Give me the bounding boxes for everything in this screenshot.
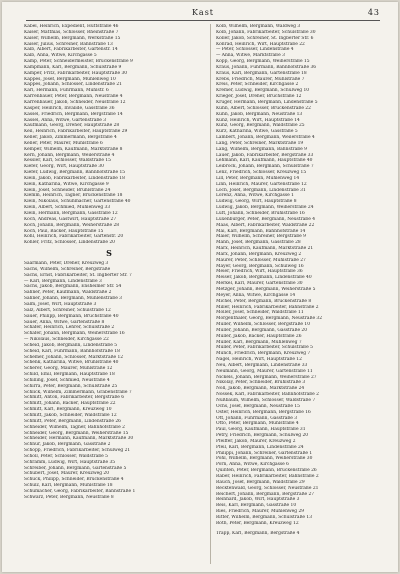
directory-entry: Klein, Nikolaus, Schuhmacher, Gartenstraße 40 — [24, 199, 131, 205]
directory-entry: Schreiber, Johann, Bergmann, Gartenstraße 5 — [24, 465, 127, 471]
directory-entry: — Nikolaus, Schneider, Kirchgasse 22 — [24, 337, 109, 343]
header-rule — [26, 20, 380, 21]
right-column — [216, 24, 388, 536]
directory-entry: Schirra, Peter, Bergmann, Schulstraße 25 — [24, 383, 118, 389]
directory-entry: Lang, Wilhelm, Bergmann, Bahnstraße 9 — [216, 146, 307, 152]
directory-entry: Kopp, Georg, Bergmann, Weiherstraße 15 — [216, 59, 310, 65]
directory-entry: Schulz, Karl, Bergmann, Mühlstraße 18 — [24, 483, 113, 489]
directory-entry: Schöpp, Friedrich, Fabrikarbeiter, Schulweg 21 — [24, 448, 131, 454]
directory-entry: Klein, Jakob, Fabrikarbeiter, Lindenstraße 18 — [24, 175, 125, 181]
directory-entry: Kamp, Peter, Schneidermeister, Brückenstraße 9 — [24, 59, 133, 65]
directory-entry: Schilling, Josef, Schmied, Neustraße 4 — [24, 377, 110, 383]
directory-entry: Schild, Emil, Bergmann, Hauptstraße 18 — [24, 372, 115, 378]
directory-entry: Klein, Josef, Schneider, Brühlstraße 24 — [24, 187, 111, 193]
directory-entry: Marx, Heinrich, Kaufmann, Marktstraße 21 — [216, 246, 314, 252]
directory-entry: — Karl, Bergmann, Lindenstraße 3 — [24, 278, 102, 284]
directory-entry: Schäfer, Johann, Bergmann, Weiherstraße 16 — [24, 331, 125, 337]
directory-entry: Leibrock, Johann, Bergmann, Schulstraße 7 — [216, 164, 314, 170]
directory-entry: Luft, Johann, Schneider, Brühlstraße 16 — [216, 211, 305, 216]
directory-entry: Kohler, Fritz, Schlosser, Lindenstraße 20 — [24, 240, 115, 246]
directory-entry: Mann, Josef, Bergmann, Gasstraße 28 — [216, 240, 301, 246]
directory-entry: Noll, Jakob, Bergmann, Marktstraße 24 — [216, 386, 305, 392]
directory-entry: Maier, Wilhelm, Schreiner, Bergstraße 9 — [216, 234, 306, 240]
directory-entry: Luxenburger, Peter, Bergmann, Neustraße 4 — [216, 216, 316, 222]
directory-entry: Nikolay, Peter, Schneider, Brühlstraße 3 — [216, 380, 306, 386]
directory-entry: Quinten, Peter, Bergmann, Brückenstraße 26 — [216, 468, 317, 474]
directory-entry: Möller, Josef, Schneider, Waldstraße 11 — [216, 310, 304, 316]
directory-entry: Kiefer, Ludwig, Bergmann, Bahnhofstraße 15 — [24, 170, 126, 176]
directory-entry: Klein, Hermann, Bergmann, Gasstraße 12 — [24, 211, 118, 216]
directory-entry: Lambert, Johann, Bergmann, Weilerstraße 4 — [216, 135, 315, 141]
directory-entry: Otto, Peter, Bergmann, Mühlstraße 4 — [216, 421, 299, 427]
directory-entry: — Peter, Schlosser, Lindenstraße 4 — [216, 47, 294, 53]
directory-entry: Schmitt, Peter, Bergmann, Lindenstraße 26 — [24, 418, 121, 424]
directory-entry: Nickels, Johann, Bergmann, Weiherstraße 27 — [216, 374, 317, 380]
directory-entry: Klemm, Heinrich, Tagner, Brückenstraße 18 — [24, 193, 123, 199]
directory-entry: Petry, Friedrich, Bergmann, Schulweg 20 — [216, 433, 309, 439]
directory-entry: Konrad, Heinrich, Wirt, Hauptstraße 22 — [216, 41, 305, 47]
directory-entry: Kunz, Heinrich, Wirt, Hauptstraße 14 — [216, 117, 300, 123]
directory-entry: Schneider, Hermann, Kaufmann, Marktstraße 30 — [24, 436, 134, 442]
directory-entry: Kasper, Heinrich, Invalide, Gasstraße 36 — [24, 105, 115, 111]
directory-entry: Roth, Peter, Bergmann, Kreuzweg 12 — [216, 520, 299, 526]
directory-entry: Schmitt, Anton, Fabrikarbeiter, Bergstraße 6 — [24, 395, 125, 401]
directory-entry: Krüger, Hermann, Bergmann, Lindenstraße 5 — [216, 99, 318, 105]
directory-entry: Sauer, Philipp, Bergmann, Bruchstraße 40 — [24, 313, 119, 319]
directory-entry: Reinhard, Jakob, Wirt, Hauptstraße 3 — [216, 497, 300, 503]
directory-entry: Schmitt, Karl, Bergmann, Kreuzweg 10 — [24, 407, 112, 413]
directory-entry: Philippi, Johann, Schreiner, Gartenstraße 1 — [216, 450, 313, 456]
directory-entry: Michel, Peter, Bergmann, Brückenstraße 8 — [216, 298, 312, 304]
directory-entry: Pfeil, Karl, Bergmann, Lindenstraße 24 — [216, 444, 304, 450]
directory-entry: Neu, Albert, Bergmann, Lindenstraße 33 — [216, 362, 308, 368]
directory-entry: Ries, Friedrich, Maurer, Mühlenweg 29 — [216, 509, 305, 515]
directory-entry: Maas, Albert, Fabrikarbeiter, Waldstraße 22 — [216, 222, 315, 228]
directory-entry: Karrenbauer, Peter, Bergmann, Neustraße 4 — [24, 94, 123, 100]
directory-entry: Rauch, Josef, Bergmann, Waldstraße 29 — [216, 479, 305, 485]
directory-entry: Lorenz, Anna, Witwe, Kirchgasse 1 — [216, 193, 294, 199]
directory-entry: Nossek, Karl, Fabrikarbeiter, Bahnhofstraße 2 — [216, 392, 319, 398]
directory-entry: Kaiser, Julius, Schreiner, Bahnstraße 13 — [24, 41, 113, 47]
directory-entry: Lill, Peter, Bergmann, Mühlenweg 14 — [216, 175, 300, 181]
directory-entry: Schemer, Johann, Schlosser, Marktstraße 12 — [24, 354, 124, 360]
page-number: 43 — [367, 8, 380, 17]
directory-entry: Keller, Jakob, Zimmermann, Bergstraße 4 — [24, 135, 117, 141]
page-title: Kast — [191, 8, 215, 17]
directory-entry: Kassel, Friedrich, Bergmann, Bergstraße 14 — [24, 111, 123, 117]
directory-entry: Schenk, Katharina, Witwe, Brühlstraße 40 — [24, 360, 119, 366]
directory-entry: Schmitt, Johann, Bäcker, Hauptstraße 22 — [24, 401, 116, 407]
directory-entry: Nagel, Heinrich, Wirt, Hauptstraße 12 — [216, 357, 302, 363]
directory-entry: Kassel, Anna, Witwe, Gartenstraße 3 — [24, 117, 107, 123]
footer-entry: Trapp, Karl, Bergmann, Bergstraße 4 — [216, 530, 300, 536]
directory-entry: Sahner, Johann, Bergmann, Mühlenstraße 3 — [24, 296, 122, 302]
directory-entry: Kabel, Heinrich, Expedient, Huttstraße 46 — [24, 24, 119, 29]
directory-entry: Meier, Friedrich, Wirt, Hauptstraße 36 — [216, 269, 303, 275]
directory-entry: Salm, Josef, Wirt, Hauptstraße 3 — [24, 301, 97, 307]
directory-entry: Lauer, Jakob, Fabrikarbeiter, Bergstraße 33 — [216, 152, 314, 158]
directory-entry: Keil, Heinrich, Fabrikarbeiter, Hauptstraße 29 — [24, 129, 128, 135]
directory-entry: Merkel, Karl, Maurer, Gartenstraße 30 — [216, 281, 303, 287]
directory-entry: Müller, Peter, Fabrikarbeiter, Schulstraße 5 — [216, 345, 313, 351]
directory-entry: Sachs, Ernst, Fabrikarbeiter, St. Ingberter Str. 7 — [24, 272, 132, 278]
directory-entry: Paul, Georg, Kaufmann, Hauptstraße 31 — [216, 427, 306, 433]
directory-entry: Kunz, Georg, Bergmann, Waldstraße 25 — [216, 123, 305, 129]
directory-entry: Meiser, Jakob, Bergmann, Lindenstraße 40 — [216, 275, 312, 281]
directory-entry: Koch, Johann, Bergmann, Weiherstraße 28 — [24, 222, 120, 228]
directory-entry: Schubert, Josef, Maurer, Kreuzweg 20 — [24, 471, 110, 477]
directory-entry: Schneider, Georg, Bergmann, Weiherstraße 15 — [24, 430, 129, 436]
directory-entry: Kreis, Peter, Schneider, Kirchgasse 2 — [216, 82, 299, 88]
directory-entry: Neumann, Georg, Maurer, Gartenstraße 11 — [216, 368, 313, 374]
directory-entry: Ludwig, Jakob, Bergmann, Weiherstraße 24 — [216, 205, 314, 211]
directory-entry: Karl, Hermann, Fuhrmann, Mühlstr. 6 — [24, 88, 109, 94]
directory-entry: Münch, Friedrich, Bergmann, Kreuzweg 7 — [216, 351, 311, 357]
directory-entry: Linn, Heinrich, Maurer, Gartenstraße 12 — [216, 181, 307, 187]
directory-entry: Lang, Peter, Schreiner, Marktstraße 19 — [216, 140, 304, 146]
directory-entry: Miller, Heinrich, Fabrikarbeiter, Bahnstraße 2 — [216, 304, 319, 310]
directory-entry: Nußbaum, Wilhelm, Schlosser, Waldstraße 7 — [216, 398, 316, 403]
directory-entry: Schumacher, Georg, Fabrikarbeiter, Bahnstraße 1 — [24, 488, 136, 494]
directory-entry: Scheid, Jakob, Bergmann, Lindenstraße 5 — [24, 342, 117, 348]
directory-entry: Pfeiffer, Jakob, Maurer, Kreuzweg 2 — [216, 438, 296, 444]
directory-entry: Kappes, Johann, Schlosser, Lindenstraße 21 — [24, 82, 122, 88]
directory-entry: Kremer, Ludwig, Bergmann, Schulweg 10 — [216, 88, 310, 94]
directory-entry: Lenz, Friedrich, Schlosser, Kreuzweg 15 — [216, 170, 307, 176]
directory-entry: Kohl, Heinrich, Fabrikarbeiter, Gartenstr. 20 — [24, 234, 124, 240]
directory-entry: Kern, Johann, Bergmann, Weilerstraße 4 — [24, 152, 115, 158]
directory-entry: Kolb, Wilhelm, Bergmann, Waldweg 3 — [216, 24, 301, 29]
directory-entry: Loch, Josef, Bergmann, Lindenstraße 31 — [216, 187, 306, 193]
directory-entry: Kappes, Josef, Bergmann, Mühlenweg 10 — [24, 76, 116, 82]
directory-entry: Porn, Anna, Witwe, Kirchgasse 6 — [216, 462, 289, 468]
directory-entry: Sachs, Wilhelm, Schreiner, Bergstraße — [24, 266, 111, 272]
section-letter: S — [106, 248, 112, 259]
directory-entry: Müller, Karl, Bergmann, Mühlenweg 7 — [216, 339, 302, 345]
directory-entry: Krebs, Friedrich, Maurer, Mühlstraße 7 — [216, 76, 305, 82]
left-column — [24, 24, 194, 501]
directory-entry: Kamper, Fritz, Fabrikarbeiter, Hauptstraße 30 — [24, 70, 128, 76]
directory-entry: Sachs, Jakob, Bergmann, Ensheimer Str. 54 — [24, 284, 122, 290]
directory-entry: Schnur, Jakob, Bergmann, Gasstraße 2 — [24, 442, 111, 448]
directory-entry: Kemper, Wilhelm, Kaufmann, Marktstraße 8 — [24, 146, 123, 152]
directory-entry: Kaufmann, Georg, Dreher, Hauptstraße 28 — [24, 123, 120, 129]
right-column-entries — [216, 24, 388, 527]
directory-entry: Raber, Heinrich, Fabrikarbeiter, Bahnstraße 2 — [216, 473, 319, 479]
directory-entry: Saarmann, Peter, Dreher, Kreuzweg 3 — [24, 261, 109, 267]
directory-entry: Recktenwald, Georg, Schlosser, Neustraße 21 — [216, 485, 319, 491]
directory-entry: Reichert, Johann, Bergmann, Bergstraße 27 — [216, 491, 315, 497]
directory-entry: Scherer, Georg, Maurer, Mühlstraße 12 — [24, 366, 113, 372]
directory-entry: Kalb, Albert, Fabrikarbeiter, Gartenstr. 14 — [24, 47, 118, 53]
directory-entry: Kurz, Katharina, Witwe, Gasstraße 5 — [216, 129, 298, 135]
directory-page — [2, 2, 398, 572]
directory-entry: Kraus, Johann, Fuhrmann, Bahnhofstraße 36 — [216, 64, 317, 70]
directory-entry: Meyer, Anna, Witwe, Kirchgasse 14 — [216, 292, 296, 298]
directory-entry: Morgenthaler, Georg, Bergmann, Neustraße 32 — [216, 316, 323, 322]
directory-entry: Scholl, Peter, Schlosser, Waldstraße 5 — [24, 453, 108, 459]
directory-entry: Scheid, Karl, Fuhrmann, Bahnhofstraße 18 — [24, 348, 120, 354]
directory-entry: Klein, Albert, Schmied, Mühlenweg 33 — [24, 205, 111, 211]
directory-entry: Ochs, Josef, Bergmann, Neustraße 15 — [216, 403, 300, 409]
directory-entry: Karrenbauer, Jakob, Schneider, Neustraße 12 — [24, 99, 126, 105]
directory-entry: Schlick, Wilhelm, Zimmermann, Grabenstraße 7 — [24, 389, 132, 395]
directory-entry: Müller, Johann, Bergmann, Gasstraße 20 — [216, 327, 308, 333]
directory-entry: Schäfer, Heinrich, Lehrer, Schulstraße 2 — [24, 325, 115, 331]
directory-entry: Oster, Heinrich, Bergmann, Bergstraße 16 — [216, 409, 311, 415]
directory-entry: Schwarz, Peter, Bergmann, Neustraße 8 — [24, 494, 114, 500]
directory-entry: Kaiser, Matthias, Schlosser, Rheinstraße 7 — [24, 29, 119, 35]
directory-entry: Mayer, Georg, Bergmann, Schulweg 16 — [216, 263, 304, 269]
directory-entry: Kaiser, Wilhelm, Bergmann, Werkstraße 15 — [24, 35, 121, 41]
directory-entry: Krieger, Josef, Dreher, Bruchstraße 12 — [216, 94, 302, 100]
directory-entry: Ritter, Wilhelm, Bergmann, Schulstraße 13 — [216, 514, 313, 520]
column-divider — [210, 24, 211, 564]
directory-entry: Schramm, Ludwig, Wirt, Hauptstraße 35 — [24, 459, 116, 465]
directory-entry: Kiefer, Georg, Wirt, Hauptstraße 30 — [24, 164, 104, 170]
directory-entry: Schneider, Wilhelm, Tagner, Bahnhofstraße 2 — [24, 424, 125, 430]
directory-entry: Kraus, Karl, Bergmann, Gartenstraße 18 — [216, 70, 307, 76]
directory-entry: Kühn, Albert, Schlosser, Brückenstraße 22 — [216, 105, 311, 111]
directory-entry: Reis, Karl, Bergmann, Gasstraße 10 — [216, 503, 297, 509]
directory-entry: Lehmann, Karl, Kaufmann, Hauptstraße 40 — [216, 158, 313, 164]
directory-entry: Metzger, Johann, Bergmann, Weiherstraße 5 — [216, 286, 316, 292]
directory-entry: Koch, Andreas, Gastwirt, Hauptstraße 27 — [24, 216, 117, 222]
left-column-entries-k — [24, 24, 194, 246]
directory-entry: Salz, Albert, Schreiner, Schulstraße 12 — [24, 307, 111, 313]
directory-entry: Kessler, Karl, Schlosser, Waldstraße 15 — [24, 158, 111, 164]
directory-entry: Müller, Jakob, Bäcker, Hauptstraße 26 — [216, 333, 302, 339]
directory-entry: Ott, Johann, Fuhrmann, Gasstraße 3 — [216, 415, 298, 421]
directory-entry: Koller, Jakob, Schreiner, St. Ingberter Str. 6 — [216, 35, 314, 41]
directory-entry: — Anna, Witwe, Marktstraße 3 — [216, 53, 285, 59]
left-column-entries-s — [24, 261, 194, 501]
directory-entry: Klein, Katharina, Witwe, Kirchgasse 9 — [24, 181, 109, 187]
page-header — [26, 8, 380, 20]
directory-entry: Schmitt, Jakob, Schneider, Waldstraße 12 — [24, 413, 117, 418]
directory-entry: Ludwig, Georg, Wirt, Hauptstraße 8 — [216, 199, 297, 205]
directory-entry: Koch, Paul, Bäcker, Hauptstraße 15 — [24, 228, 104, 234]
directory-entry: Müller, Wilhelm, Schlosser, Bergstraße 10 — [216, 322, 311, 328]
directory-entry: Mai, Karl, Bergmann, Bahnhofstraße 14 — [216, 228, 306, 234]
directory-entry: Kuhn, Jakob, Bergmann, Neustraße 13 — [216, 111, 303, 117]
directory-entry: Sahner, Peter, Kaufmann, Waldstraße 2 — [24, 290, 112, 296]
directory-entry: Kampmann, Karl, Bergmann, Schulstraße 9 — [24, 64, 122, 70]
directory-entry: Kolb, Johann, Fabrikarbeiter, Schulstraße 30 — [216, 29, 316, 35]
directory-entry: Marx, Johann, Bergmann, Kreuzweg 2 — [216, 251, 302, 257]
directory-entry: Keller, Peter, Maurer, Mühlstraße 6 — [24, 140, 103, 146]
directory-entry: Pohl, Wilhelm, Bergmann, Weiherstraße 30 — [216, 456, 313, 462]
directory-entry: Maurer, Peter, Schlosser, Mühlstraße 27 — [216, 257, 306, 263]
directory-entry: Schuck, Philipp, Schneider, Brückenstraße 4 — [24, 477, 124, 483]
directory-entry: Kalb, Anna, Witwe, Kirchgasse 5 — [24, 53, 97, 59]
directory-entry: Sauer, Anna, Witwe, Gartenstraße 8 — [24, 319, 105, 325]
